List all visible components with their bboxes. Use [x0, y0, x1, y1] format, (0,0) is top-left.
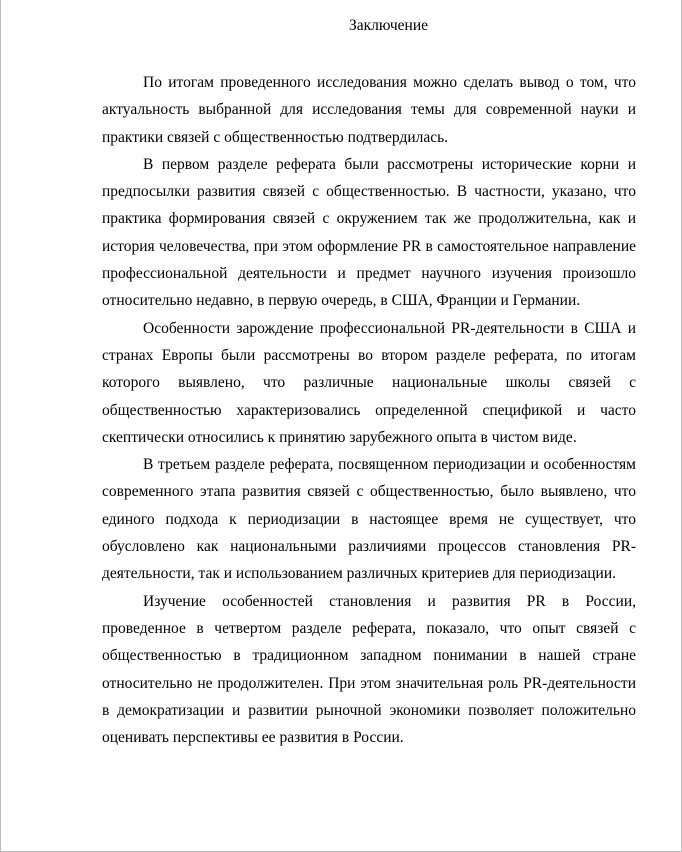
page-title: Заключение [348, 17, 429, 34]
paragraph-5: Изучение особенностей становления и развития PR в России, проведенное в четвертом разделе реферата, показало, что опыт связей с общественностью в традиционном западном понимании в нашей стране относительно не продолжителен. При этом значительная роль PR-деятельности в демократизации и развитии рыночной экономики позволяет положительно оценивать перспективы ее развития в России. [102, 592, 636, 747]
paragraph-4: В третьем разделе реферата, посвященном периодизации и особенностям современного этапа развития связей с общественностью, было выявлено, что единого подхода к периодизации в настоящее время не существует, что обусловлено как национальными различиями процессов становления PR-деятельности, так и использованием различных критериев для периодизации. [102, 456, 636, 583]
paragraph-2: В первом разделе реферата были рассмотрены исторические корни и предпосылки развития связей с общественностью. В частности, указано, что практика формирования связей с окружением так же продолжительна, как и история человечества, при этом оформление PR в самостоятельное направление профессиональной деятельности и предмет научного изучения произошло относительно недавно, в первую очередь, в США, Франции и Германии. [102, 155, 636, 310]
document-body [102, 69, 636, 751]
paragraph-1: По итогам проведенного исследования можно сделать вывод о том, что актуальность выбранной для исследования темы для современной науки и практики связей с общественностью подтвердилась. [102, 74, 636, 146]
paragraph-3: Особенности зарождение профессиональной PR-деятельности в США и странах Европы были рассмотрены во втором разделе реферата, по итогам которого выявлено, что различные национальные школы связей с общественностью характеризовались определенной спецификой и часто скептически относились к принятию зарубежного опыта в чистом виде. [102, 319, 636, 446]
